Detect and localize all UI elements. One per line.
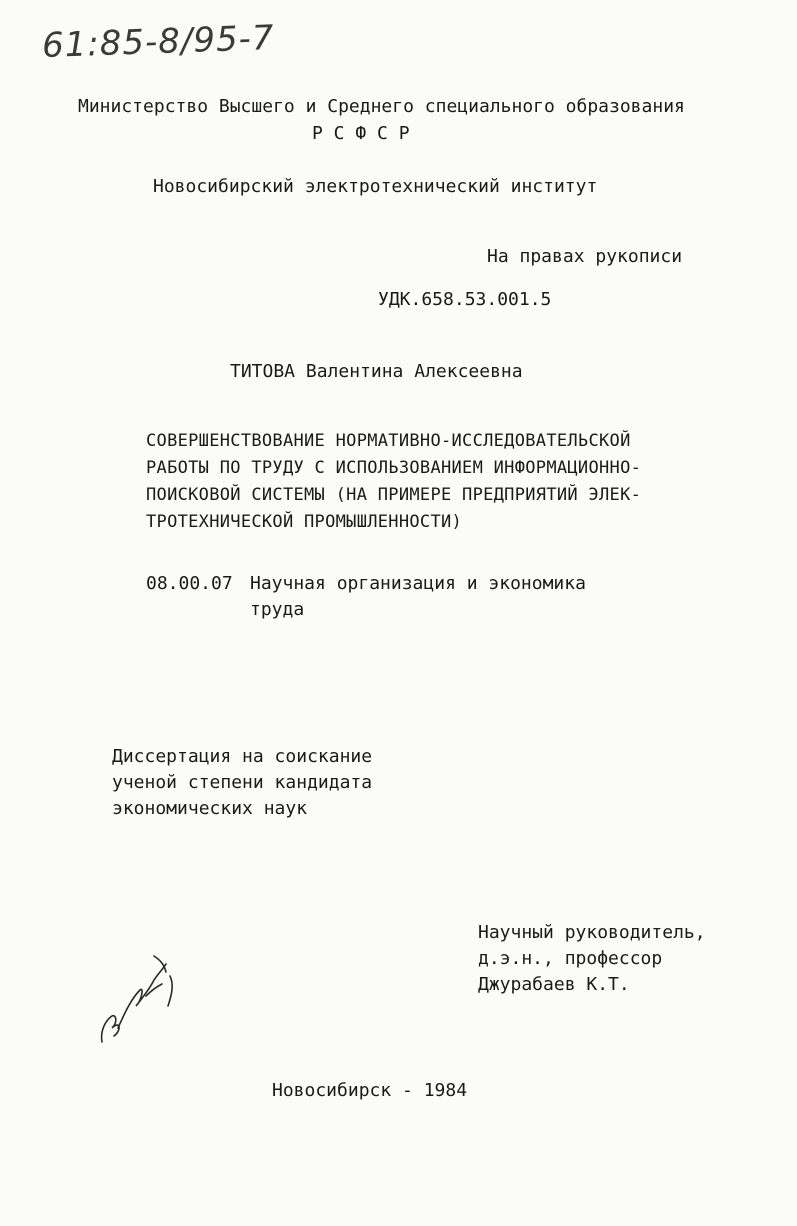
supervisor-line-1: Научный руководитель, bbox=[478, 922, 706, 943]
specialty-name-1: Научная организация и экономика bbox=[250, 573, 586, 594]
institute-line: Новосибирский электротехнический институт bbox=[153, 176, 598, 197]
footer-city-year: Новосибирск - 1984 bbox=[272, 1080, 468, 1101]
supervisor-line-2: д.э.н., профессор bbox=[478, 948, 663, 969]
dissertation-line-1: Диссертация на соискание bbox=[112, 746, 373, 767]
archive-note: 61:85-8/95-7 bbox=[41, 17, 276, 67]
dissertation-line-2: ученой степени кандидата bbox=[112, 772, 373, 793]
supervisor-line-3: Джурабаев К.Т. bbox=[478, 974, 630, 995]
rights-line: На правах рукописи bbox=[487, 246, 683, 267]
title-line-3: ПОИСКОВОЙ СИСТЕМЫ (НА ПРИМЕРЕ ПРЕДПРИЯТИЙ ЭЛЕК- bbox=[146, 485, 642, 505]
republic-line: Р С Ф С Р bbox=[312, 123, 410, 144]
title-line-4: ТРОТЕХНИЧЕСКОЙ ПРОМЫШЛЕННОСТИ) bbox=[146, 512, 463, 532]
signature-mark bbox=[92, 950, 192, 1050]
specialty-code: 08.00.07 bbox=[146, 573, 233, 594]
author-name: ТИТОВА Валентина Алексеевна bbox=[230, 361, 523, 382]
specialty-name-2: труда bbox=[250, 599, 305, 620]
dissertation-line-3: экономических наук bbox=[112, 798, 308, 819]
ministry-line: Министерство Высшего и Среднего специального образования bbox=[78, 96, 685, 117]
title-line-2: РАБОТЫ ПО ТРУДУ С ИСПОЛЬЗОВАНИЕМ ИНФОРМАЦИОННО- bbox=[146, 458, 642, 478]
udk-line: УДК.658.53.001.5 bbox=[378, 289, 552, 310]
title-line-1: СОВЕРШЕНСТВОВАНИЕ НОРМАТИВНО-ИССЛЕДОВАТЕЛЬСКОЙ bbox=[146, 431, 631, 451]
